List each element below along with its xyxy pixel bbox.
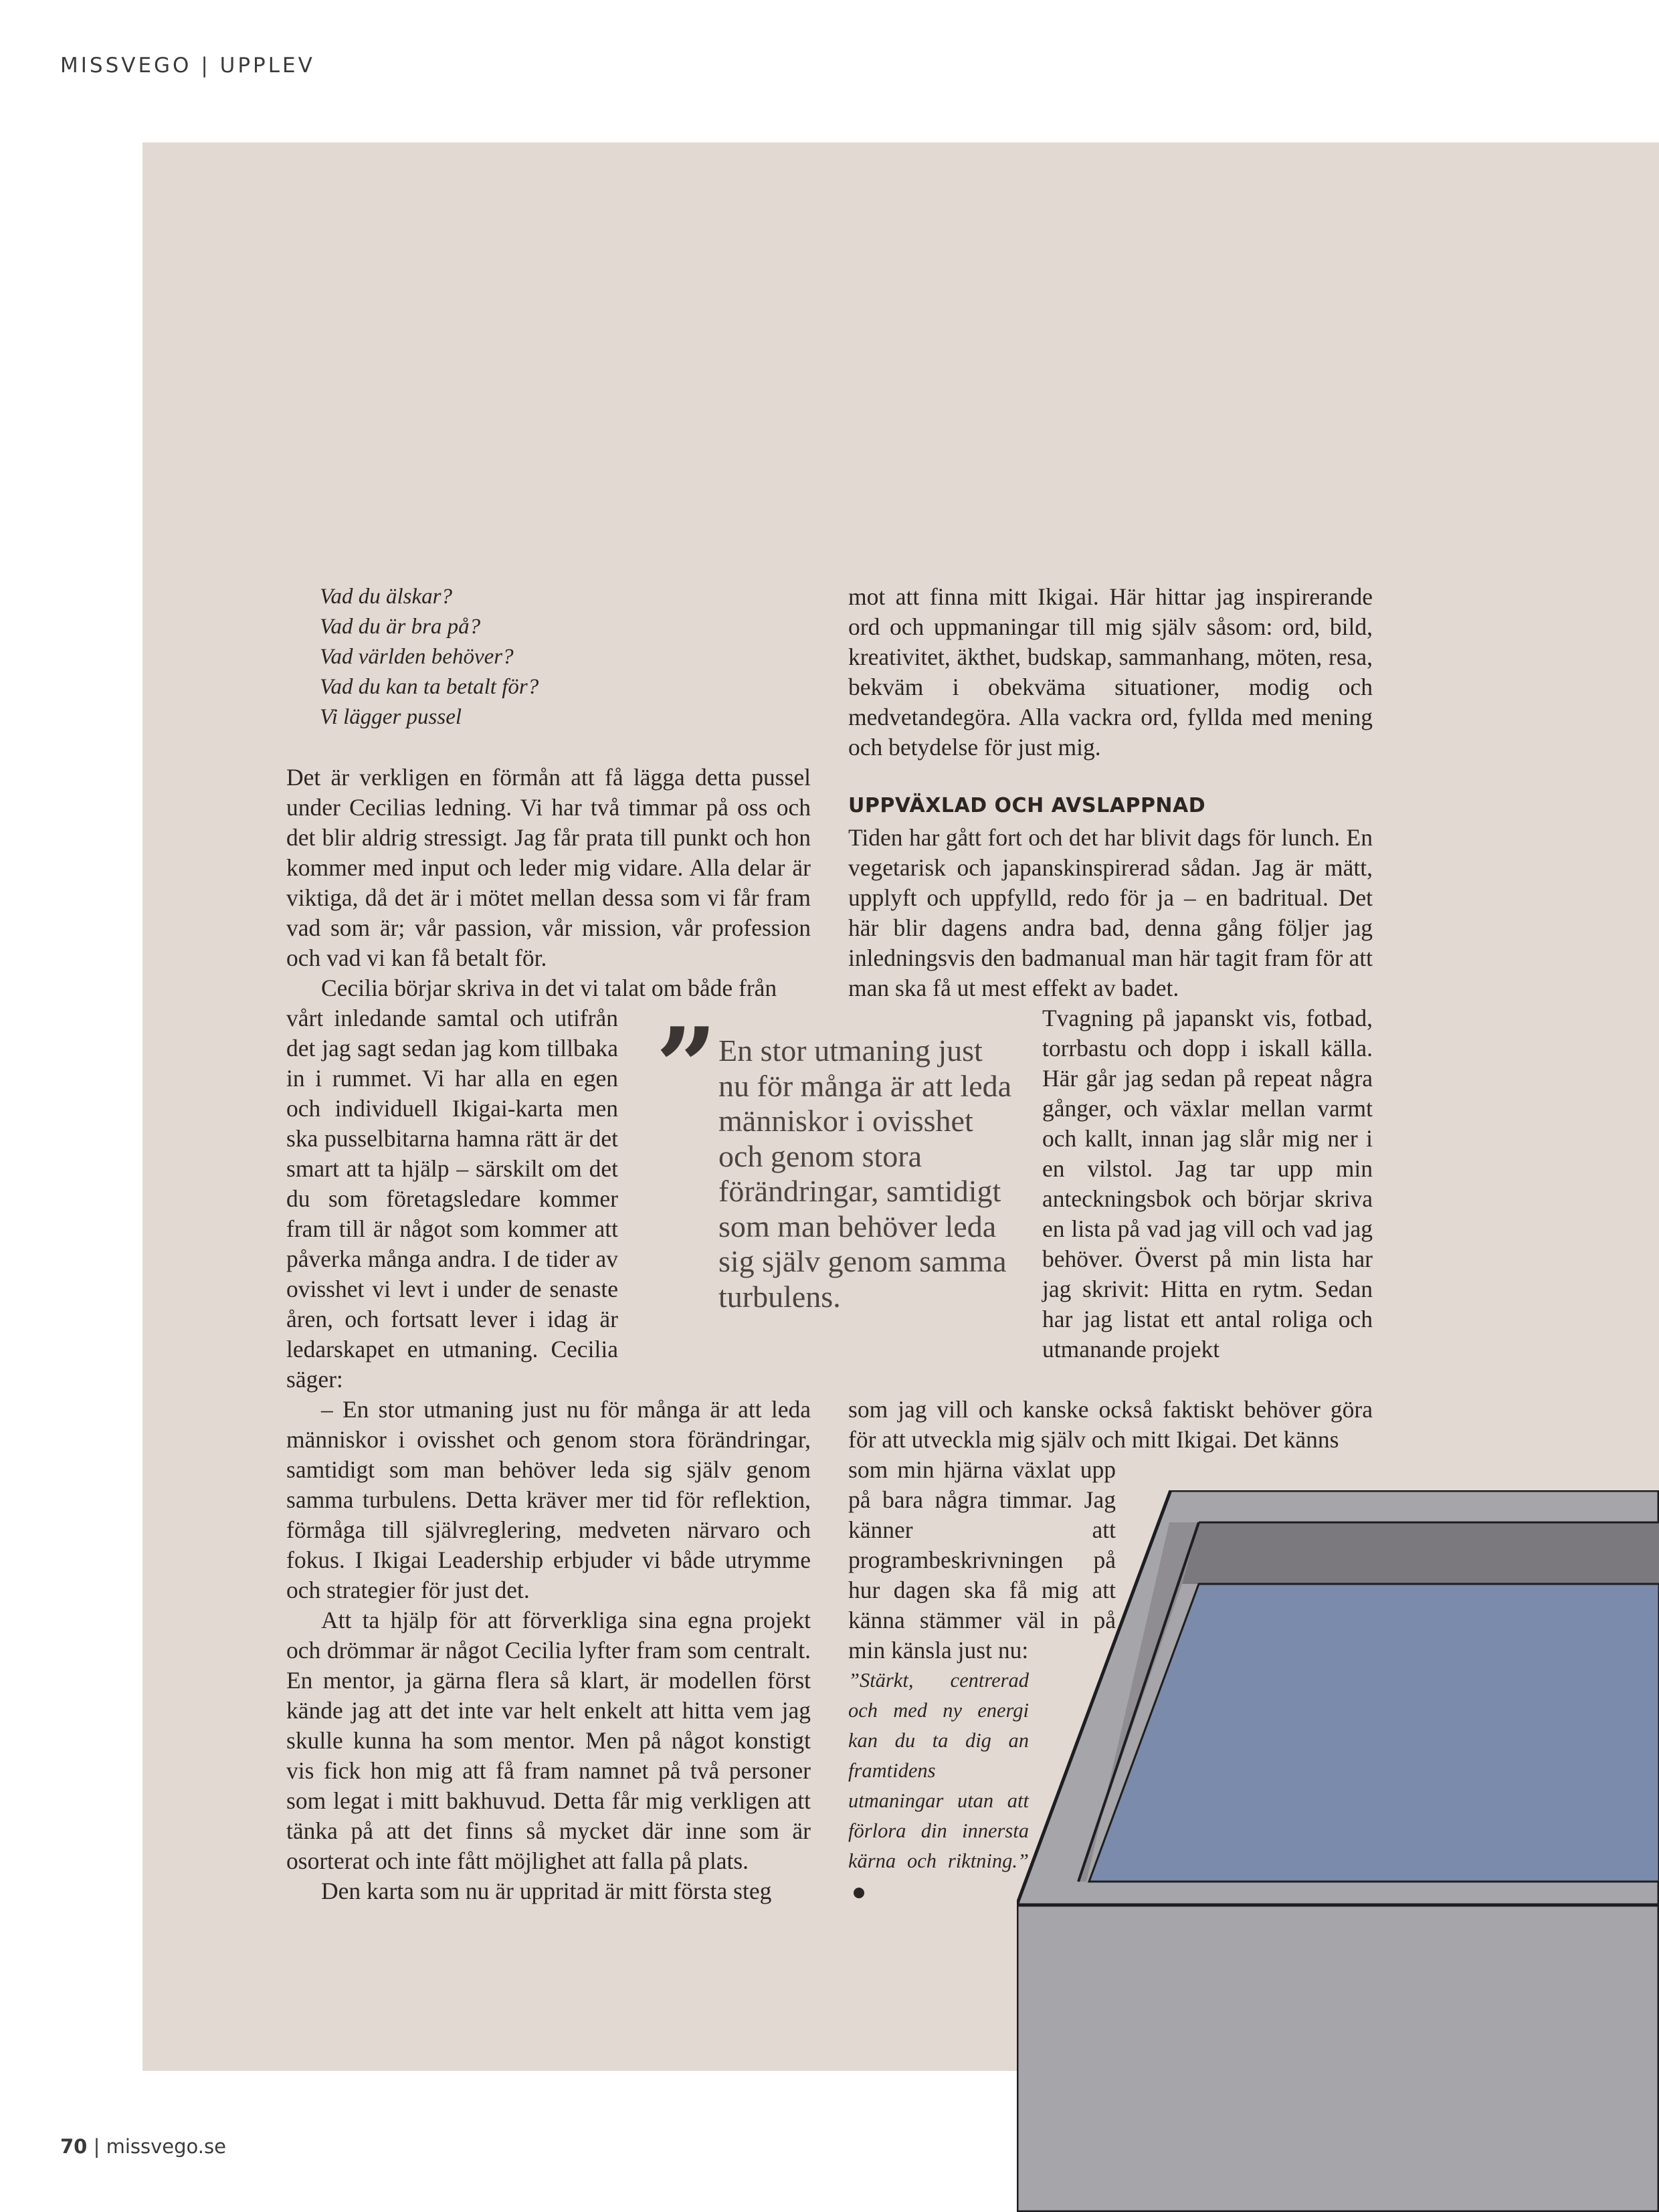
tub-body-front: [1017, 1905, 1659, 2212]
paragraph: Att ta hjälp för att förverkliga sina egna projekt och drömmar är något Cecilia lyfter fram som centralt. En mentor, ja gärna flera så klart, är modellen först kände jag att det inte var helt enkelt att hitta vem jag skulle kunna ha som mentor. Men på något konstigt vis fick hon mig att få fram namnet på två personer som legat i mitt bakhuvud. Detta får mig verkligen att tänka på att det finns så mycket där inne som är osorterat och inte fått möjlighet att falla på plats.: [286, 1607, 811, 1874]
subsection-name: UPPLEV: [219, 54, 315, 78]
pullquote-mark-icon: ”: [656, 1004, 718, 1130]
page-number: 70: [60, 2135, 88, 2158]
site-link[interactable]: missvego.se: [106, 2135, 226, 2158]
subheading: UPPVÄXLAD OCH AVSLAPPNAD: [848, 794, 1206, 817]
question-item: Vad du är bra på?: [320, 615, 481, 639]
column-1-narrow: [286, 1003, 618, 1395]
paragraph: Cecilia börjar skriva in det vi talat om både från: [321, 975, 777, 1001]
paragraph: Det är verkligen en förmån att få lägga detta pussel under Cecilias ledning. Vi har två timmar på oss och det blir aldrig stressigt. Jag får prata till punkt och hon kommer med input och leder mig vidare. Alla delar är viktiga, då det är i mötet mellan dessa som vi får fram vad som är; vår passion, vår mission, vår profession och vad vi kan få betalt för.: [286, 764, 811, 971]
bathtub-illustration: [1017, 1490, 1659, 2212]
column-2-narrow: [1042, 1003, 1373, 1365]
column-2-body: [848, 823, 1373, 1003]
end-bullet-icon: [854, 1888, 864, 1898]
page-footer: [60, 2135, 226, 2158]
paragraph: som min hjärna växlat upp på bara några timmar. Jag känner att programbeskrivningen på hur dagen ska få mig att känna stämmer väl in på min känsla just nu:: [848, 1456, 1116, 1664]
paragraph: som jag vill och kanske också faktiskt behöver göra för att utveckla mig själv och mitt Ikigai. Det känns: [848, 1396, 1373, 1453]
column-2-intro: [848, 582, 1373, 763]
question-item: Vi lägger pussel: [320, 705, 462, 729]
quote-text: ”Stärkt, centrerad och med ny energi kan du ta dig an framtidens utmaningar utan att förlora din innersta kärna och riktning.”: [848, 1669, 1029, 1872]
paragraph: Tvagning på japanskt vis, fotbad, torrbastu och dopp i iskall källa. Här går jag sedan på repeat några gånger, och växlar mellan varmt och kallt, innan jag slår mig ner i en vilstol. Jag tar upp min anteckningsbok och börjar skriva en lista på vad jag vill och vad jag behöver. Överst på min lista har jag skrivit: Hitta en rytm. Sedan har jag listat ett antal roliga och utmanande projekt: [1042, 1005, 1373, 1363]
paragraph: Tiden har gått fort och det har blivit dags för lunch. En vegetarisk och japanskinspirerad sådan. Jag är mätt, upplyft och uppfylld, redo för ja – en badritual. Det här blir dagens andra bad, denna gång följer jag inledningsvis den badmanual man här tagit fram för att man ska få ut mest effekt av badet.: [848, 824, 1373, 1001]
column-1-body: [286, 1395, 811, 1906]
paragraph: mot att finna mitt Ikigai. Här hittar jag inspirerande ord och uppmaningar till mig själv såsom: ord, bild, kreativitet, äkthet, budskap, sammanhang, möten, resa, bekväm i obekväma situationer, modig och medvetandegöra. Alla vackra ord, fyllda med mening och betydelse för just mig.: [848, 583, 1373, 761]
column-2-continued: [848, 1395, 1373, 1455]
question-item: Vad världen behöver?: [320, 645, 514, 669]
section-name: MISSVEGO: [60, 54, 192, 78]
footer-divider: |: [93, 2135, 106, 2158]
paragraph: – En stor utmaning just nu för många är att leda människor i ovisshet och genom stora förändringar, samtidigt som man behöver leda sig själv genom samma turbulens. Detta kräver mer tid för reflektion, förmåga till självreglering, medveten närvaro och fokus. I Ikigai Leadership erbjuder vi både utrymme och strategier för just det.: [286, 1396, 811, 1603]
closing-quote: [848, 1666, 1029, 1906]
paragraph: vårt inledande samtal och utifrån det jag sagt sedan jag kom tillbaka in i rummet. Vi har alla en egen och individuell Ikigai-karta men ska pusselbitarna hamna rätt är det smart att ta hjälp – särskilt om det du som företagsledare kommer fram till är något som kommer att påverka många andra. I de tider av ovisshet vi levt i under de senaste åren, och fortsatt lever i idag är ledarskapet en utmaning. Cecilia säger:: [286, 1005, 618, 1393]
paragraph: Den karta som nu är uppritad är mitt första steg: [321, 1878, 772, 1904]
question-item: Vad du älskar?: [320, 585, 452, 609]
question-list: [320, 582, 654, 732]
tub-inner-wall: [1182, 1522, 1659, 1584]
header-divider: |: [201, 54, 220, 78]
question-item: Vad du kan ta betalt för?: [320, 675, 539, 699]
pullquote: En stor utmaning just nu för många är att leda människor i ovisshet och genom stora förändringar, samtidigt som man behöver leda sig själv genom samma turbulens.: [718, 1033, 1012, 1314]
column-1-intro: [286, 763, 811, 1003]
section-header: [60, 54, 315, 78]
